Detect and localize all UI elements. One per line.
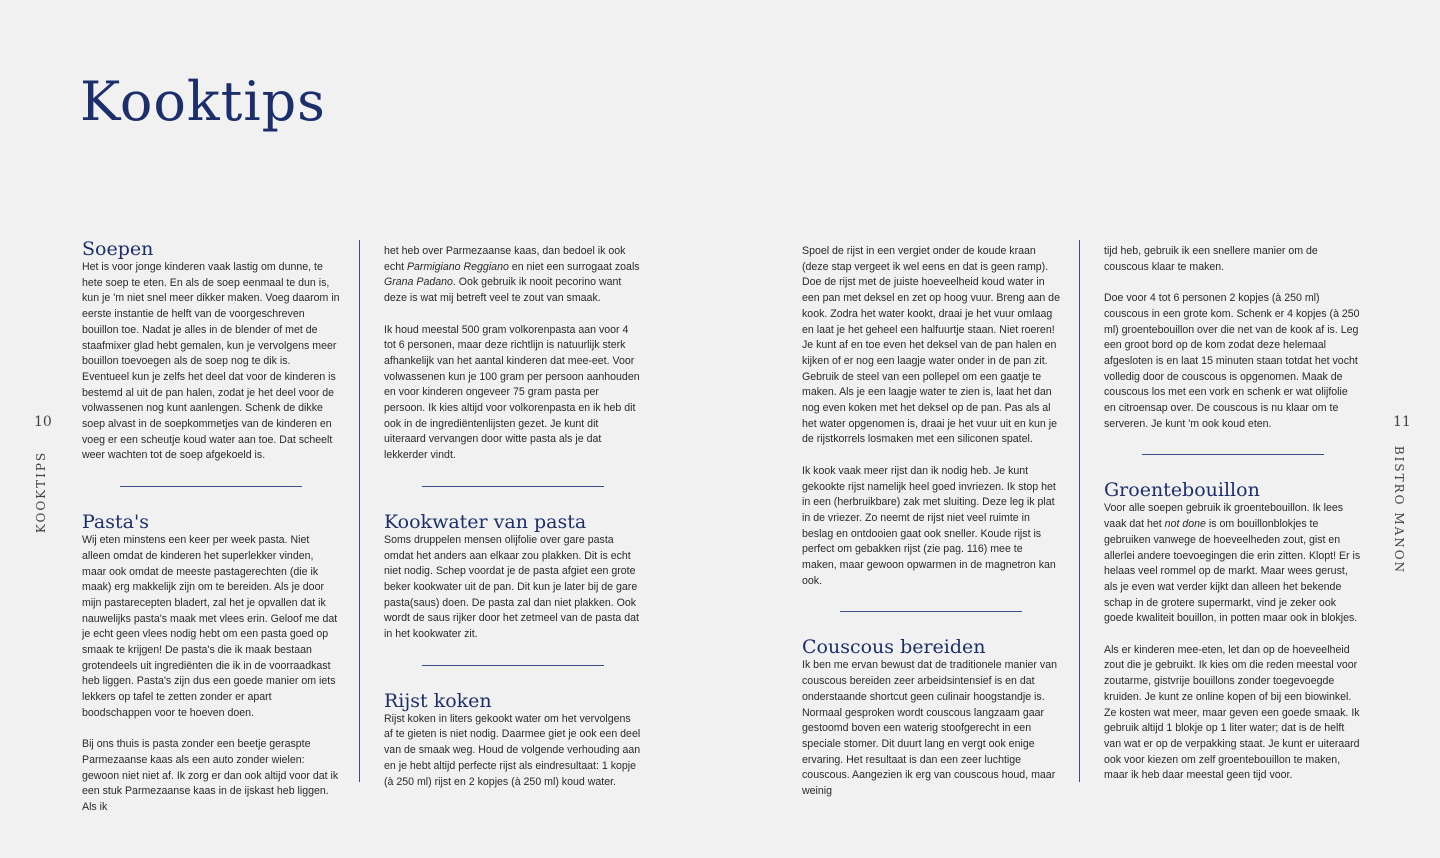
italic-term: Parmigiano Reggiano: [406, 260, 509, 273]
paragraph: Bij ons thuis is pasta zonder een beetje geraspte Parmezaanse kaas als een auto zonder wielen: gewoon niet niet af. Ik zorg er dan ook altijd voor dat ik een stuk Parmezaanse kaas in de ijskast heb liggen. Als ik: [82, 738, 339, 814]
paragraph: Ik kook vaak meer rijst dan ik nodig heb. Je kunt gekookte rijst namelijk heel goed invriezen. Ik stop het in een (herbruikbare) zak met sluiting. Deze leg ik plat in de vriezer. Zo neemt de rijst niet veel ruimte in beslag en ontdooien gaat ook sneller. Koude rijst is perfect om gebakken rijst (zie pag. 116) mee te maken, maar gewoon opwarmen in de magnetron kan ook.: [802, 464, 1056, 587]
section-heading-kookwater: Kookwater van pasta: [384, 510, 587, 533]
section-heading-rijst: Rijst koken: [384, 689, 492, 712]
text-run: het heb over Parmezaanse kaas, dan bedoel ik ook echt: [384, 245, 626, 273]
section-heading-couscous: Couscous bereiden: [802, 636, 986, 659]
running-label-right: BISTRO MANON: [1392, 445, 1406, 575]
paragraph: Ik houd meestal 500 gram volkorenpasta aan voor 4 tot 6 personen, maar deze richtlijn is natuurlijk sterk afhankelijk van het aantal kinderen dat mee-eet. Voor volwassenen kun je 100 gram per persoon aanhouden en voor kinderen ongeveer 75 gram pasta per persoon. Ik kies altijd voor volkorenpasta en ik heb dit ook in de ingrediëntenlijsten gezet. Je kunt dit uiteraard vervangen door witte pasta als je dat lekkerder vindt.: [384, 323, 640, 462]
column-2: [384, 244, 642, 790]
paragraph: Rijst koken in liters gekookt water om het vervolgens af te gieten is niet nodig. Daarmee giet je ook een deel van de smaak weg. Houd de volgende verhouding aan en je hebt altijd perfecte rijst als eindresultaat: 1 kopje (à 250 ml) rijst en 2 kopjes (à 250 ml) koud water.: [384, 712, 641, 788]
column-rule: [1079, 240, 1080, 782]
italic-term: not done: [1164, 518, 1206, 531]
paragraph: Als er kinderen mee-eten, let dan op de hoeveelheid zout die je gebruikt. Ik kies om die reden meestal voor zoutarme, gistvrije bouillons zonder toegevoegde kruiden. Je kunt ze online kopen of bij een biowinkel. Ze kosten wat meer, maar geven een goede smaak. Ik gebruik altijd 1 blokje op 1 liter water; dat is de helft van wat er op de verpakking staat. Je kunt er uiteraard ook voor kiezen om zelf groentebouillon te maken, maar ik heb daar meestal geen tijd voor.: [1104, 643, 1360, 782]
paragraph: Het is voor jonge kinderen vaak lastig om dunne, te hete soep te eten. En als de soep eenmaal te dun is, kun je 'm niet snel meer dikker maken. Voeg daarom in eerste instantie de helft van de voorgeschreven bouillon toe. Nadat je alles in de blender of met de staafmixer glad hebt gemalen, kun je vervolgens meer bouillon toevoegen als de soep nog te dik is. Eventueel kun je zelfs het deel dat voor de kinderen is bestemd al uit de pan halen, zodat je het deel voor de volwassenen nog kunt aanlengen. Schenk de dikke soep alvast in de soepkommetjes van de kinderen en voeg er een scheutje koud water aan toe. Dat scheelt weer wachten tot de soep afgekoeld is.: [82, 261, 340, 462]
paragraph: [1104, 501, 1362, 627]
paragraph: tijd heb, gebruik ik een snellere manier om de couscous klaar te maken.: [1104, 245, 1318, 273]
text-run: en niet een surrogaat zoals: [508, 260, 640, 273]
page-title: Kooktips: [80, 70, 326, 133]
section-divider: [422, 665, 604, 666]
section-heading-soepen: Soepen: [82, 238, 154, 260]
section-heading-pastas: Pasta's: [82, 511, 149, 534]
paragraph: Ik ben me ervan bewust dat de traditionele manier van couscous bereiden zeer arbeidsintensief is en dat onderstaande shortcut geen culinair hoogstandje is. Normaal gesproken wordt couscous langzaam gaar gestoomd boven een waterig stoofgerecht in een speciale stomer. Dit duurt lang en vergt ook enige ervaring. Het resultaat is dan een zeer luchtige couscous. Aangezien ik erg van couscous houd, maar weinig: [802, 659, 1057, 798]
section-divider: [422, 486, 604, 487]
page-number-right: 11: [1393, 414, 1411, 430]
section-divider: [1142, 454, 1324, 455]
column-4: [1104, 244, 1362, 784]
column-3: [802, 244, 1060, 800]
section-heading-groentebouillon: Groentebouillon: [1104, 479, 1260, 502]
running-label-left: KOOKTIPS: [34, 450, 48, 534]
paragraph: [384, 244, 642, 307]
text-run: is om bouillonblokjes te gebruiken vanwege de hoeveelheden zout, gist en allerlei andere toevoegingen die erin zitten. Klopt! Er is helaas veel rommel op de markt. Maar wees gerust, als je even wat verder kijkt dan alleen het bekende schap in de grotere supermarkt, vind je zeker ook goede kwaliteit bouillon, in potten maar ook in blokjes.: [1104, 518, 1361, 625]
paragraph: Wij eten minstens een keer per week pasta. Niet alleen omdat de kinderen het superlekker vinden, maar ook omdat de meeste pastagerechten (die ik maak) erg makkelijk zijn om te bereiden. Als je door mijn pastarecepten bladert, zal het je opvallen dat ik nauwelijks pasta's maak met vlees erin. Geloof me dat je echt geen vlees nodig hebt om een pasta goed op smaak te krijgen! De pasta's die ik maak bestaan grotendeels uit ingrediënten die ik in de voorraadkast heb liggen. Pasta's zijn dus een goede manier om iets lekkers op tafel te zetten zonder er apart boodschappen voor te hoeven doen.: [82, 534, 338, 719]
column-1: [82, 238, 340, 816]
section-divider: [840, 611, 1022, 612]
paragraph: Doe voor 4 tot 6 personen 2 kopjes (à 250 ml) couscous in een grote kom. Schenk er 4 kopjes (à 250 ml) groentebouillon over die net van de kook af is. Leg een groot bord op de kom zodat deze helemaal afgesloten is en laat 15 minuten staan totdat het vocht volledig door de couscous is opgenomen. Maak de couscous los met een vork en schenk er wat olijfolie en citroensap over. De couscous is nu klaar om te serveren. Je kunt 'm ook koud eten.: [1104, 292, 1360, 430]
text-run: Voor alle soepen gebruik ik groentebouillon. Ik lees vaak dat het: [1104, 502, 1344, 531]
page-number-left: 10: [34, 414, 52, 430]
paragraph: Spoel de rijst in een vergiet onder de koude kraan (deze stap vergeet ik wel eens en dat is geen ramp). Doe de rijst met de juiste hoeveelheid koud water in een pan met deksel en zet op hoog vuur. Breng aan de kook. Zodra het water kookt, draai je het vuur omlaag en laat je het geheel een halfuurtje staan. Niet roeren! Je kunt af en toe even het deksel van de pan halen en kijken of er nog een laagje water onder in de pan zit. Gebruik de steel van een pollepel om een gaatje te maken. Als je een laagje water te zien is, laat het dan nog even koken met het deksel op de pan. Pas als al het water opgenomen is, draai je het vuur uit en kun je de rijstkorrels losmaken met een siliconen spatel.: [802, 245, 1060, 446]
column-rule: [359, 240, 360, 782]
italic-term: Grana Padano: [384, 276, 453, 289]
text-run: . Ook gebruik ik nooit pecorino want deze is wat mij betreft veel te zout van smaak.: [384, 276, 622, 305]
paragraph: Soms druppelen mensen olijfolie over gare pasta omdat het anders aan elkaar zou plakken. Dit is echt niet nodig. Schep voordat je de pasta afgiet een grote beker kookwater uit de pan. Dit kun je later bij de gare pasta(saus) doen. De pasta zal dan niet plakken. Ook wordt de saus rijker door het zetmeel van de pasta dat in het kookwater zit.: [384, 533, 639, 641]
section-divider: [120, 486, 302, 487]
